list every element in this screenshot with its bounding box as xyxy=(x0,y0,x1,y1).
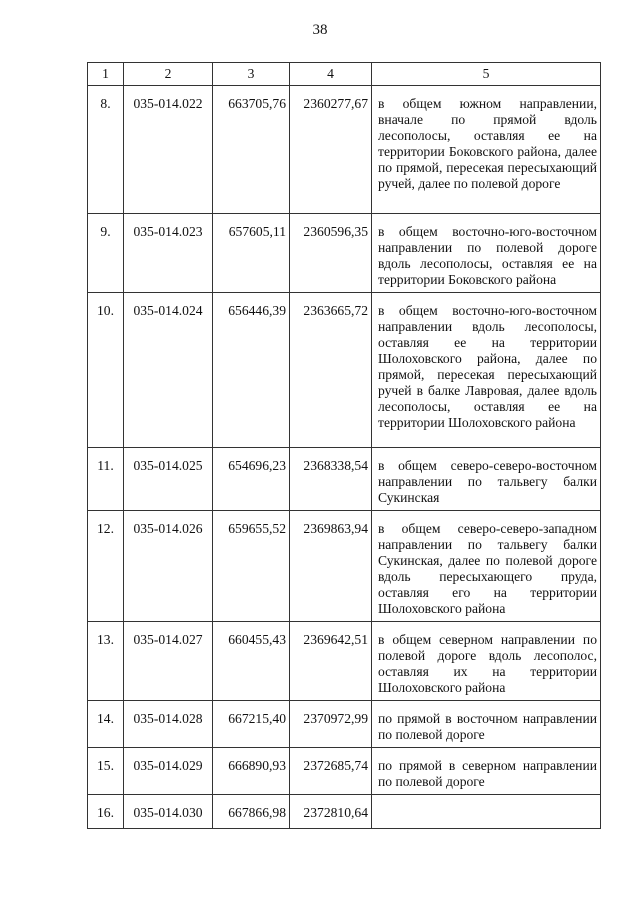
table-row xyxy=(88,748,601,795)
row-number: 15. xyxy=(88,748,124,795)
route-description: по прямой в северном направлении по полевой дороге xyxy=(372,748,601,795)
point-code: 035-014.030 xyxy=(124,795,213,829)
coordinate-y: 2369863,94 xyxy=(290,511,372,622)
route-description xyxy=(372,795,601,829)
coordinate-x: 667215,40 xyxy=(213,701,290,748)
row-number: 13. xyxy=(88,622,124,701)
table-row xyxy=(88,511,601,622)
table-row xyxy=(88,214,601,293)
point-code: 035-014.025 xyxy=(124,448,213,511)
point-code: 035-014.022 xyxy=(124,86,213,214)
row-number: 12. xyxy=(88,511,124,622)
table-row xyxy=(88,293,601,448)
coordinate-x: 663705,76 xyxy=(213,86,290,214)
coordinate-x: 667866,98 xyxy=(213,795,290,829)
route-description: в общем восточно-юго-восточном направлении по полевой дороге вдоль лесополосы, оставляя ее на территории Боковского района xyxy=(372,214,601,293)
row-number: 9. xyxy=(88,214,124,293)
page-number: 38 xyxy=(312,22,328,38)
header-col-3: 3 xyxy=(213,63,290,86)
row-number: 8. xyxy=(88,86,124,214)
coordinate-y: 2372810,64 xyxy=(290,795,372,829)
point-code: 035-014.028 xyxy=(124,701,213,748)
table-row xyxy=(88,622,601,701)
coordinate-x: 666890,93 xyxy=(213,748,290,795)
coordinates-table xyxy=(87,62,601,829)
header-col-2: 2 xyxy=(124,63,213,86)
row-number: 11. xyxy=(88,448,124,511)
coordinate-y: 2360277,67 xyxy=(290,86,372,214)
route-description: по прямой в восточном направлении по полевой дороге xyxy=(372,701,601,748)
coordinate-y: 2360596,35 xyxy=(290,214,372,293)
coordinate-x: 654696,23 xyxy=(213,448,290,511)
row-number: 14. xyxy=(88,701,124,748)
header-col-5: 5 xyxy=(372,63,601,86)
header-col-4: 4 xyxy=(290,63,372,86)
coordinate-y: 2372685,74 xyxy=(290,748,372,795)
table-row xyxy=(88,448,601,511)
row-number: 16. xyxy=(88,795,124,829)
coordinate-y: 2370972,99 xyxy=(290,701,372,748)
route-description: в общем северном направлении по полевой дороге вдоль лесополос, оставляя их на территории Шолоховского района xyxy=(372,622,601,701)
route-description: в общем северо-северо-западном направлении по тальвегу балки Сукинская, далее по полевой дороге вдоль пересыхающего пруда, оставляя его на территории Шолоховского района xyxy=(372,511,601,622)
coordinate-y: 2368338,54 xyxy=(290,448,372,511)
point-code: 035-014.029 xyxy=(124,748,213,795)
header-col-1: 1 xyxy=(88,63,124,86)
point-code: 035-014.026 xyxy=(124,511,213,622)
point-code: 035-014.023 xyxy=(124,214,213,293)
route-description: в общем северо-северо-восточном направлении по тальвегу балки Сукинская xyxy=(372,448,601,511)
row-number: 10. xyxy=(88,293,124,448)
route-description: в общем восточно-юго-восточном направлении вдоль лесополосы, оставляя ее на территории Шолоховского района, далее по прямой, пересекая пересыхающий ручей в балке Лавровая, далее вдоль лесополосы, оставляя ее на территории Шолоховского района xyxy=(372,293,601,448)
table-row xyxy=(88,701,601,748)
point-code: 035-014.027 xyxy=(124,622,213,701)
coordinate-x: 657605,11 xyxy=(213,214,290,293)
coordinate-x: 659655,52 xyxy=(213,511,290,622)
coordinate-y: 2369642,51 xyxy=(290,622,372,701)
coordinate-x: 656446,39 xyxy=(213,293,290,448)
table-header-row xyxy=(88,63,601,86)
table-row xyxy=(88,795,601,829)
table-row xyxy=(88,86,601,214)
point-code: 035-014.024 xyxy=(124,293,213,448)
coordinate-y: 2363665,72 xyxy=(290,293,372,448)
route-description: в общем южном направлении, вначале по прямой вдоль лесополосы, оставляя ее на территории Боковского района, далее по прямой, пересекая пересыхающий ручей, далее по полевой дороге xyxy=(372,86,601,214)
coordinate-x: 660455,43 xyxy=(213,622,290,701)
